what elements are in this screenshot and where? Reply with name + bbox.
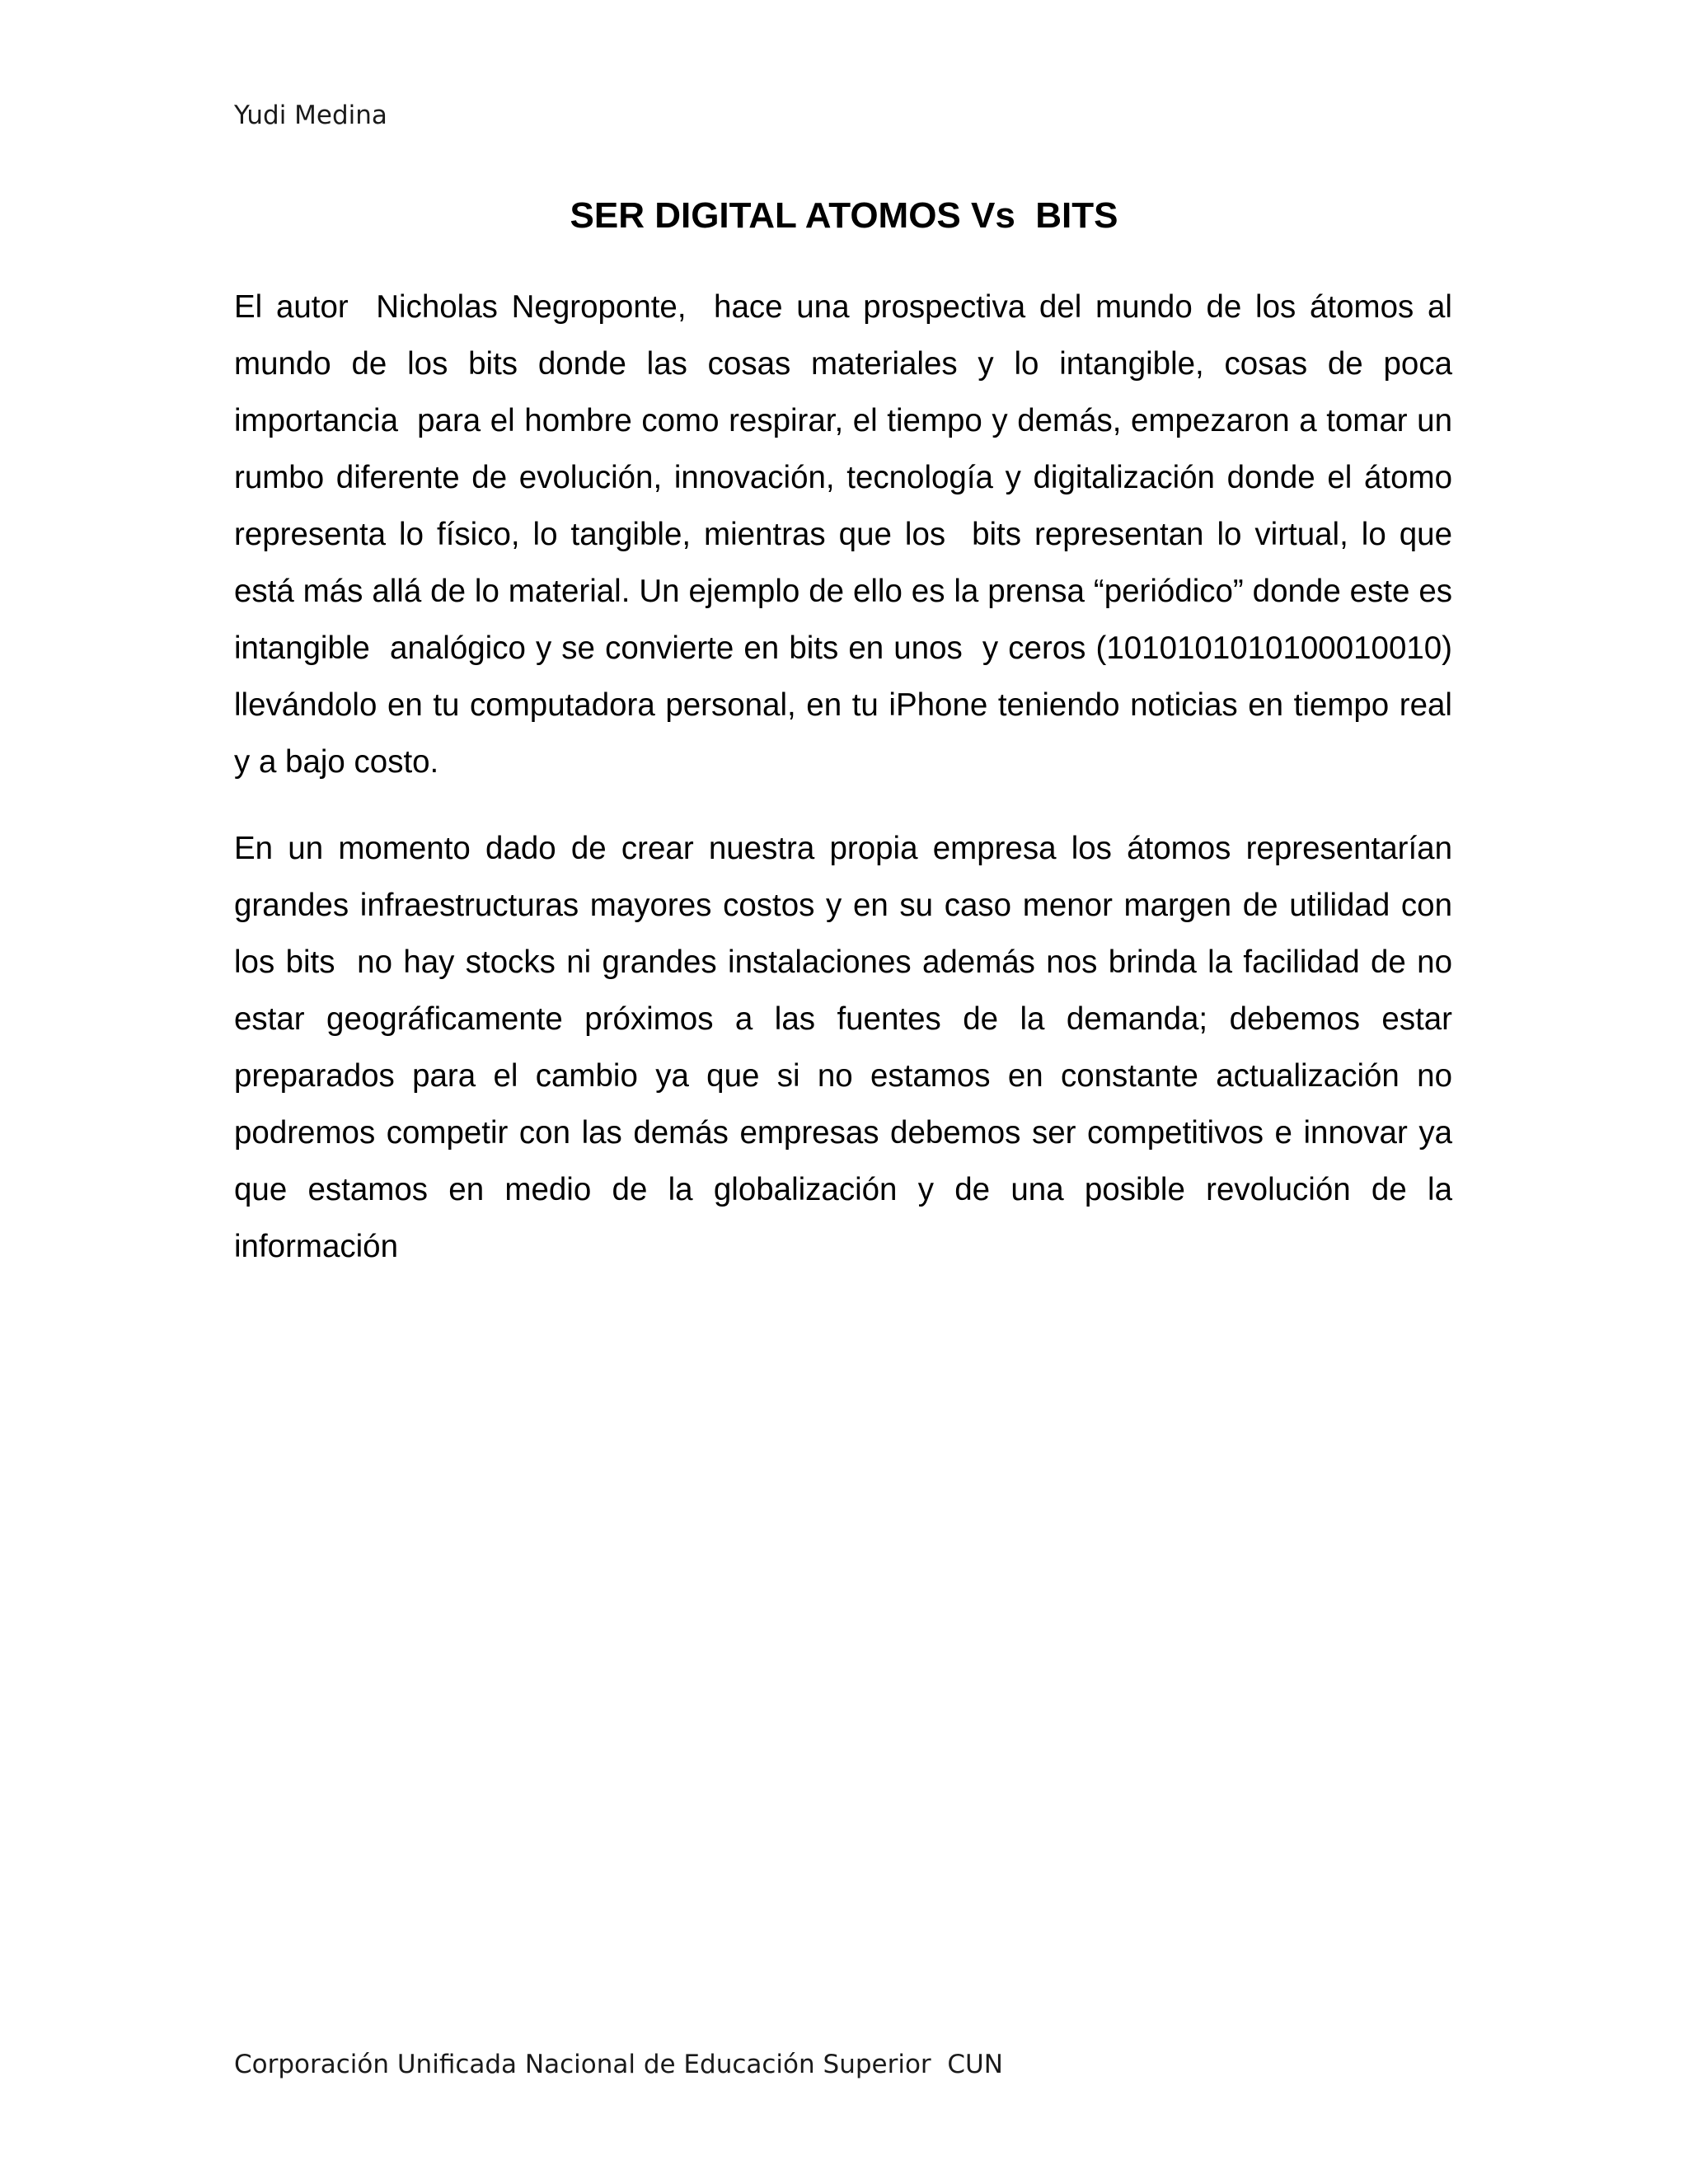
body-paragraph-1: El autor Nicholas Negroponte, hace una prospectiva del mundo de los átomos al mundo de los bits donde las cosas materiales y lo intangible, cosas de poca importancia para el hombre como respirar, el tiempo y demás, empezaron a tomar un rumbo diferente de evolución, innovación, tecnología y digitalización donde el átomo representa lo físico, lo tangible, mientras que los bits representan lo virtual, lo que está más allá de lo material. Un ejemplo de ello es la prensa “periódico” donde este es intangible analógico y se convierte en bits en unos y ceros (1010101010100010010) llevándolo en tu computadora personal, en tu iPhone teniendo noticias en tiempo real y a bajo costo. [234, 289, 1461, 780]
document-title: SER DIGITAL ATOMOS Vs BITS [570, 195, 1118, 236]
body-paragraph-2: En un momento dado de crear nuestra propia empresa los átomos representarían grandes infraestructuras mayores costos y en su caso menor margen de utilidad con los bits no hay stocks ni grandes instalaciones además nos brinda la facilidad de no estar geográficamente próximos a las fuentes de la demanda; debemos estar preparados para el cambio ya que si no estamos en constante actualización no podremos competir con las demás empresas debemos ser competitivos e innovar ya que estamos en medio de la globalización y de una posible revolución de la información [234, 831, 1461, 1264]
page-footer-institution: Corporación Unificada Nacional de Educación Superior CUN [234, 2050, 1003, 2079]
page-header-author: Yudi Medina [234, 101, 387, 130]
